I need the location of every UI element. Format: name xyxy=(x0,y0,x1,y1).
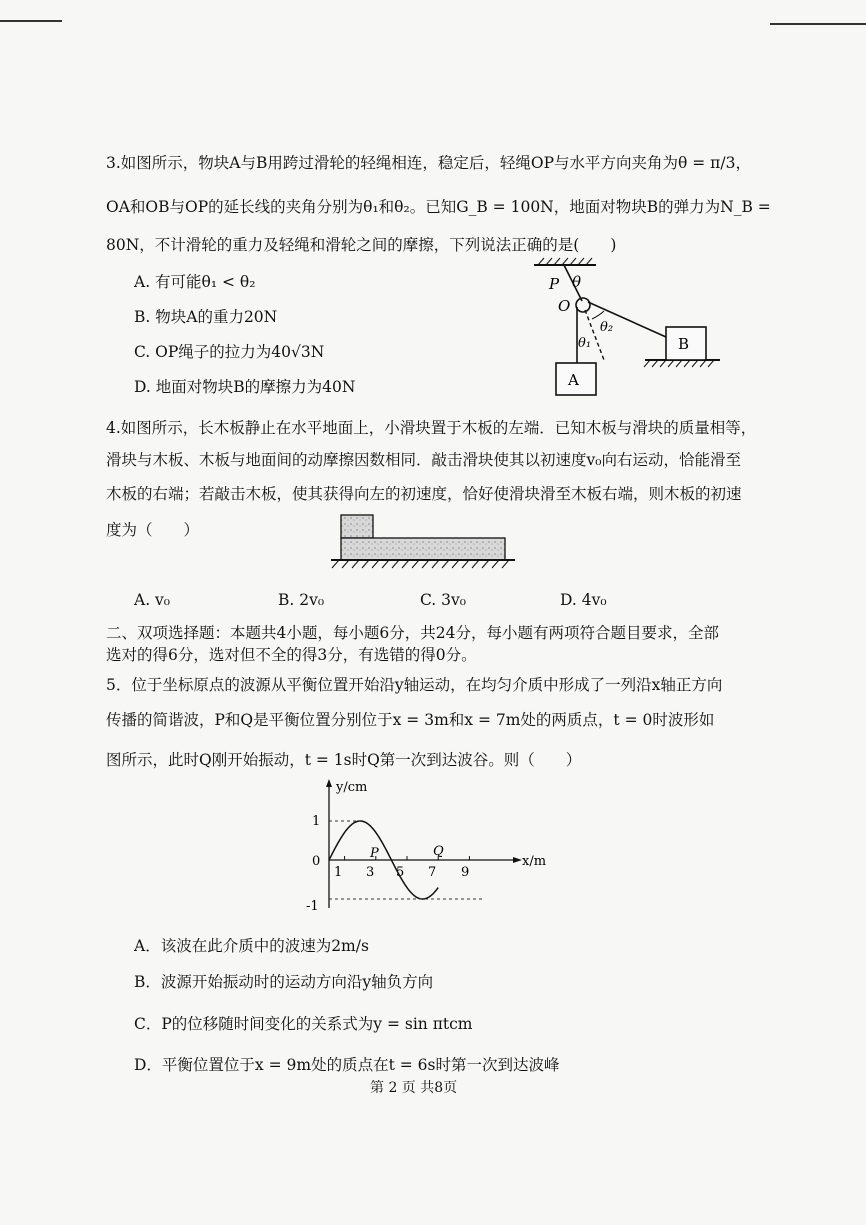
q4-option-a: A. v₀ xyxy=(134,591,171,609)
point-label-q: Q xyxy=(433,844,444,859)
label-theta1: θ₁ xyxy=(578,336,592,351)
q3-option-b: B. 物块A的重力20N xyxy=(134,308,278,326)
page-footer: 第 2 页 共8页 xyxy=(370,1080,458,1096)
y-axis-label: y/cm xyxy=(336,780,368,795)
slider-block xyxy=(341,515,373,538)
x-tick-1: 1 xyxy=(334,865,343,880)
x-axis-label: x/m xyxy=(522,854,547,869)
label-p: P xyxy=(549,275,560,293)
q5-wave-chart xyxy=(300,775,560,920)
y-tick-1: 1 xyxy=(312,814,321,829)
x-tick-7: 7 xyxy=(428,865,437,880)
top-left-scan-mark xyxy=(0,20,62,22)
q3-pulley-figure xyxy=(520,255,730,405)
x-tick-3: 3 xyxy=(366,865,375,880)
q5-option-b: B．波源开始振动时的运动方向沿y轴负方向 xyxy=(134,973,434,991)
q5-line-2: 传播的简谐波，P和Q是平衡位置分别位于x = 3m和x = 7m处的两质点，t = 0时波形如 xyxy=(106,711,715,729)
q4-line-2: 滑块与木板、木板与地面间的动摩擦因数相同．敲击滑块使其以初速度v₀向右运动，恰能滑至 xyxy=(106,451,741,469)
q3-line-2: OA和OB与OP的延长线的夹角分别为θ₁和θ₂。已知G_B = 100N，地面对物块B的弹力为N_B = xyxy=(106,198,771,216)
q5-line-3: 图所示，此时Q刚开始振动，t = 1s时Q第一次到达波谷。则（ ） xyxy=(106,751,582,769)
long-board xyxy=(341,538,505,560)
q4-line-3: 木板的右端；若敲击木板，使其获得向左的初速度，恰好使滑块滑至木板右端，则木板的初速 xyxy=(106,485,742,503)
q5-option-c: C．P的位移随时间变化的关系式为y = sin πtcm xyxy=(134,1015,473,1033)
q5-line-1: 5．位于坐标原点的波源从平衡位置开始沿y轴运动，在均匀介质中形成了一列沿x轴正方向 xyxy=(106,676,723,694)
q3-line-1: 3.如图所示，物块A与B用跨过滑轮的轻绳相连，稳定后，轻绳OP与水平方向夹角为θ = π/3， xyxy=(106,154,751,172)
x-tick-5: 5 xyxy=(396,865,405,880)
q5-option-d: D．平衡位置位于x = 9m处的质点在t = 6s时第一次到达波峰 xyxy=(134,1056,560,1074)
label-b: B xyxy=(678,335,690,353)
point-label-p: P xyxy=(370,846,379,861)
q4-line-4: 度为（ ） xyxy=(106,521,200,539)
label-o: O xyxy=(558,297,571,315)
label-theta2: θ₂ xyxy=(600,320,614,335)
q3-option-c: C. OP绳子的拉力为40√3N xyxy=(134,343,325,361)
q4-board-figure xyxy=(325,510,525,578)
q3-option-d: D. 地面对物块B的摩擦力为40N xyxy=(134,378,356,396)
y-tick-0: 0 xyxy=(312,854,321,869)
top-right-scan-mark xyxy=(770,23,866,25)
q5-option-a: A．该波在此介质中的波速为2m/s xyxy=(134,937,369,955)
q4-option-c: C. 3v₀ xyxy=(420,591,466,609)
x-tick-9: 9 xyxy=(461,865,470,880)
label-theta: θ xyxy=(572,273,582,291)
q4-line-1: 4.如图所示，长木板静止在水平地面上，小滑块置于木板的左端．已知木板与滑块的质量相等， xyxy=(106,419,757,437)
section-2-heading-line-1: 二、双项选择题：本题共4小题，每小题6分，共24分，每小题有两项符合题目要求，全部 xyxy=(106,624,719,642)
q3-line-3: 80N，不计滑轮的重力及轻绳和滑轮之间的摩擦，下列说法正确的是( ) xyxy=(106,236,617,254)
q4-option-d: D. 4v₀ xyxy=(560,591,607,609)
y-tick-minus-1: -1 xyxy=(306,899,319,914)
q4-option-b: B. 2v₀ xyxy=(278,591,325,609)
q3-option-a: A. 有可能θ₁ < θ₂ xyxy=(134,273,256,291)
label-a: A xyxy=(568,371,579,389)
section-2-heading-line-2: 选对的得6分，选对但不全的得3分，有选错的得0分。 xyxy=(106,646,477,664)
